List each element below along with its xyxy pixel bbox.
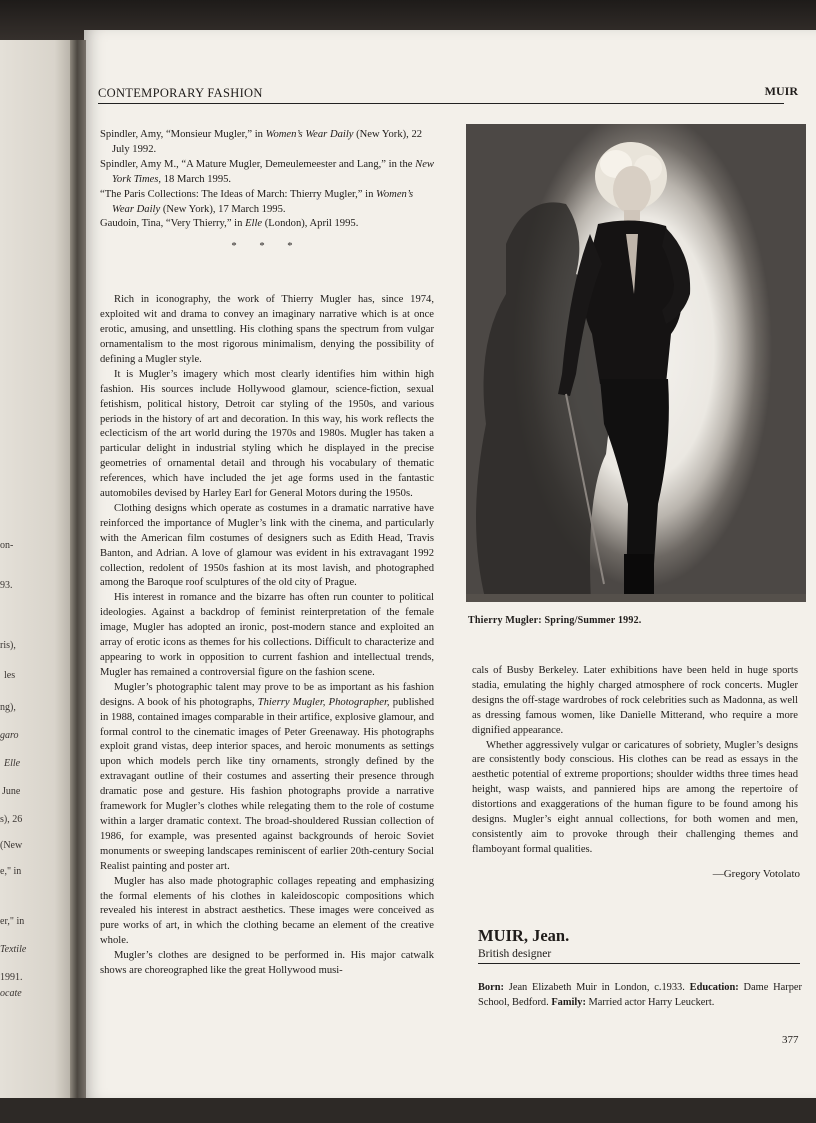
fashion-photograph xyxy=(466,124,806,602)
facing-page-edge xyxy=(0,40,78,1115)
reference-item: “The Paris Collections: The Ideas of March: Thierry Mugler,” in Women’s Wear Daily (New York), 17 March 1995. xyxy=(100,188,414,215)
model-figure-illustration xyxy=(466,124,806,602)
facing-page-fragment: er," in xyxy=(0,916,25,927)
facing-page-fragment: s), 26 xyxy=(0,814,23,825)
reference-item: Spindler, Amy, “Monsieur Mugler,” in Women’s Wear Daily (New York), 22 July 1992. xyxy=(100,129,423,155)
left-column xyxy=(100,128,434,979)
essay-paragraph: Clothing designs which operate as costumes in a dramatic narrative have reinforced the importance of Mugler’s link with the cinema, and particularly with the American film costumes of designers such as Edith Head, Travis Banton, and Adrian. A love of glamour was evident in his extravagant 1992 collection, redolent of 1950s fashion at its most lavish, and photographed among the Baroque roof sculptures of the old city of Prague. xyxy=(100,502,434,589)
facing-page-fragment: ng), xyxy=(0,702,16,713)
facing-page-fragment: (New xyxy=(0,840,23,851)
running-head xyxy=(98,84,798,104)
facing-page-fragment: Elle xyxy=(4,758,21,769)
education-label: Education: xyxy=(689,982,739,993)
facing-page-fragment: ocate xyxy=(0,988,22,999)
reference-item: Gaudoin, Tina, “Very Thierry,” in Elle (London), April 1995. xyxy=(100,218,359,230)
book-gutter xyxy=(70,40,86,1115)
essay-paragraph: Mugler has also made photographic collages repeating and emphasizing the formal elements of his clothes in kaleidoscopic compositions which revealed his interest in abstract aesthetics. These images were conceived as pure works of art, in which the clothing became an element of the creative whole. xyxy=(100,875,434,947)
references-list xyxy=(100,128,434,232)
essay-paragraph: It is Mugler’s imagery which most clearly identifies him within high fashion. His sources include Hollywood glamour, science-fiction, sexual fetishism, political history, Detroit car styling of the 1950s, and various periods in the history of art and decoration. In this way, his work reflects the eclecticism of the art world during the 1970s and 1980s. Mugler has taken a particular delight in industrial styling which he displayed in the precise geometries of ornamental detail and through his vocabulary of thematic references, which have included the jet age forms used in the fantastic automobiles devised by Harley Earl for General Motors during the 1950s. xyxy=(100,368,434,500)
facing-page-fragment: on- xyxy=(0,540,14,551)
photo-caption: Thierry Mugler: Spring/Summer 1992. xyxy=(468,615,642,626)
section-separator: * * * xyxy=(231,241,303,253)
facing-page-fragment: les xyxy=(4,670,16,681)
facing-page-fragment: 93. xyxy=(0,580,13,591)
essay-paragraph: Rich in iconography, the work of Thierry Mugler has, since 1974, exploited wit and drama to convey an imaginary narrative which is at once erotic, amusing, and unsettling. His clothing spans the spectrum from vulgar ornamentalism to the most rigorous minimalism, denying the possibility of defining a Mugler style. xyxy=(100,294,434,365)
born-label: Born: xyxy=(478,982,504,993)
running-head-title: CONTEMPORARY FASHION xyxy=(98,86,263,100)
family-label: Family: xyxy=(551,997,586,1008)
facing-page-fragment: Textile xyxy=(0,944,27,955)
facing-page-fragment: garo xyxy=(0,730,19,741)
essay-paragraph: Mugler’s clothes are designed to be performed in. His major catwalk shows are choreographed like the great Hollywood musi- xyxy=(100,950,434,977)
reference-item: Spindler, Amy M., “A Mature Mugler, Demeulemeester and Lang,” in the New York Times, 18 March 1995. xyxy=(100,158,434,185)
entry-subtitle: British designer xyxy=(478,948,800,964)
running-head-entry: MUIR xyxy=(764,84,798,98)
facing-page-fragment: ris), xyxy=(0,640,16,651)
essay-body xyxy=(100,293,434,979)
essay-paragraph: cals of Busby Berkeley. Later exhibitions have been held in huge sports stadia, emulating the highly charged atmosphere of rock concerts. Mugler designs the off-stage wardrobes of rock celebrities such as Madonna, as well as dressing famous women, like Danielle Mitterand, who require a more dignified appearance. xyxy=(472,665,798,736)
author-signature: —Gregory Votolato xyxy=(712,868,800,880)
entry-biography: Born: Jean Elizabeth Muir in London, c.1933. Education: Dame Harper School, Bedford. Family: Married actor Harry Leuckert. xyxy=(478,982,802,1008)
facing-page-fragment: e," in xyxy=(0,866,22,877)
essay-paragraph: Mugler’s photographic talent may prove to be as important as his fashion designs. A book of his photographs, Thierry Mugler, Photographer, published in 1988, contained images comparable in their artifice, explosive glamour, and formal control to the cinematic images of Peter Greenaway. His photographs exploit grand vistas, deep interior spaces, and heroic monuments as settings upon which models perch like tiny ornaments, strongly defined by the extravagant outline of their costumes and asserting their presence through dramatic pose and gesture. His fashion photographs provide a narrative framework for Mugler’s clothes while relegating them to the role of costume within a larger dramatic context. The broad-shouldered Russian collection of 1986, for example, was presented against backgrounds of heroic Soviet monuments or sweeping landscapes reminiscent of earlier 20th-century Social Realist painting and poster art. xyxy=(100,681,434,872)
facing-page-fragment: June xyxy=(2,786,21,797)
facing-page-fragment: 1991. xyxy=(0,972,23,983)
entry-title: MUIR, Jean. xyxy=(478,926,570,945)
book-page xyxy=(84,30,816,1100)
right-column xyxy=(472,664,798,858)
essay-paragraph: His interest in romance and the bizarre has often run counter to political ideologies. Against a backdrop of feminist reinterpretation of the female image, Mugler has adopted an ironic, post-modern stance and exploited an array of erotic icons as themes for his collections. Difficult to characterize and appearing to work in opposition to current fashion and intellectual trends, Mugler has remained a controversial figure on the fashion scene. xyxy=(100,592,434,678)
page-number: 377 xyxy=(782,1034,799,1046)
scan-background-bottom xyxy=(0,1098,816,1123)
essay-paragraph: Whether aggressively vulgar or caricatures of sobriety, Mugler’s designs are consistently body conscious. His clothes can be read as essays in the aesthetic potential of extreme proportions; shoulder widths three times head height, wasp waists, and panniered hips are among the repertoire of distortions and exaggerations of the human figure to be found among his designs. Mugler’s eight annual collections, for both women and men, consistently aim to provoke through their challenging themes and flamboyant formal qualities. xyxy=(472,739,798,855)
